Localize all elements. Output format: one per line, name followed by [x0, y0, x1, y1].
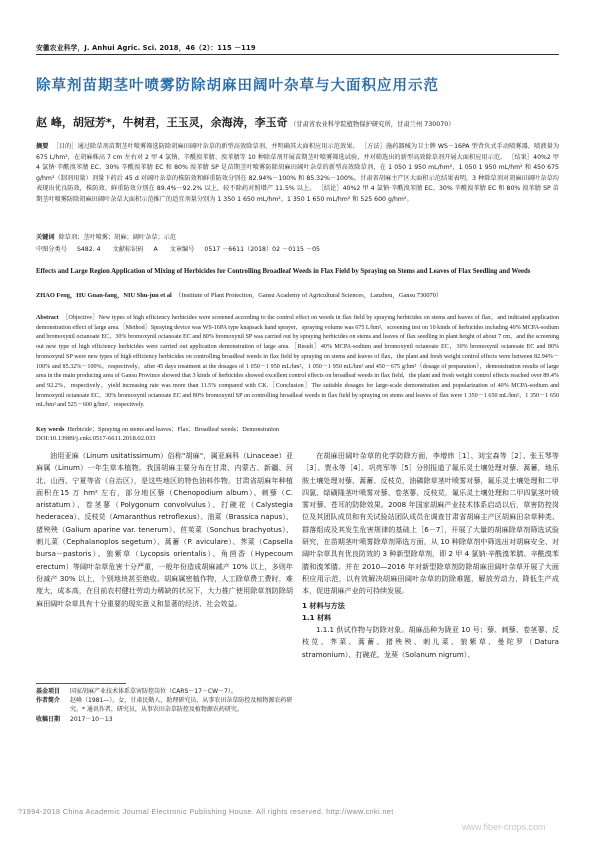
doc-value: A	[153, 246, 158, 253]
abstract-result: 40%2 甲 4 氯钠·辛酰溴苯腈 EC、30% 辛酰溴苯腈 EC 和 80% 溴苯腈 SP 是苗期茎叶喷雾防除胡麻田阔叶杂草的新型高效除草剂，在 1 050 1 950 mL/hm²、1 050 1 950 mL/hm² 和 450 675 g/hm²（制剂用量）剂量下药后 45 d 对阔叶杂草的株防效和鲜重防效分别在 82.94%－100% 和 85.32%－100%，甘肃省胡麻主产区大面积示范结果表明，3 种除草剂对胡麻田阔叶杂草均表现出优良防效，株防效、鲜重防效分别在 89.4%－92.2% 以上，较不除药对照增产 11.5% 以上。	[36, 153, 560, 193]
copyright-line: ?1994-2018 China Academic Journal Electronic Publishing House. All rights reserved. http://www.cnki.net	[18, 807, 394, 816]
article-value: 0517 －6611（2018）02 －0115 －05	[204, 246, 320, 253]
watermark: www.fiber-crops.com	[462, 822, 546, 832]
body-column-right	[302, 450, 559, 661]
running-head: 安徽农业科学，J. Anhui Agric. Sci. 2018，46（2）：115 －119	[36, 44, 256, 52]
footnote-funding-label: 基金项目	[36, 688, 61, 695]
section-heading-materials-methods: 1 材料与方法	[302, 600, 345, 610]
subsection-heading-materials: 1.1 材料	[302, 612, 332, 622]
footnote-author-text: 赵峰（1981—），女，甘肃民勤人，助理研究员，从事农田杂草防控及植物源农药研究。* 通讯作者，研究员，从事农田杂草防控及植物源农药研究。	[70, 697, 293, 714]
abstract-method: 施药器械为卫士牌 WS－16PA 型背负式手动喷雾器，喷液量为 675 L/hm²，在胡麻株高 7 cm 左右对 2 甲 4 氯钠、辛酰溴苯腈、溴苯腈等 10 种除草剂开展苗期茎叶喷雾筛选试验，并对筛选出的新型高效除草剂开展大面积应用示范。	[36, 143, 560, 161]
method-tag: ［方法］	[360, 143, 386, 150]
footnote-author	[36, 696, 293, 714]
authors-english	[36, 291, 559, 301]
footnote-funding-text: 国家胡麻产业技术体系草害防控岗位（CARS－17－CW－7）。	[70, 688, 237, 695]
title-english: Effects and Large Region Application of Mixing of Herbicides for Controlling Broadleaf Weeds in Flax Field by Spraying on Stems and Leaves of Flax Seedling and Weeds	[36, 268, 531, 275]
body-column-left	[36, 450, 293, 610]
materials-paragraph: 1.1.1 供试作物与防除对象。胡麻品种为陇亚 10 号；藜、刺藜、卷茎蓼、反枝苋、荠菜、蒿蓄、猪殃殃、刺儿菜、狼紫草、曼陀罗（Datura stramonium）、打碗花、龙葵（Solanum nigrum）、	[302, 625, 559, 659]
abstract-objective: 通过除草剂苗期茎叶喷雾筛选防除胡麻田阔叶杂草的新型高效除草剂，并明确其大面积应用示范效果。	[77, 143, 359, 150]
footnotes	[36, 687, 293, 724]
background-paragraph: 在胡麻田阔叶杂草的化学防除方面，李增炜［1］、刘宝森等［2］、张玉琴等［3］、贾永等［4］、巩亮军等［5］分别报道了氟乐灵土壤处理对藜、蒿蓄，地乐胺土壤处理对藜、蒿蓄、反枝苋，油磷除草茎叶喷雾对藜，氟乐灵土壤处理和二甲四氯、绿磺隆茎叶喷雾对藜、卷茎蓼、反枝苋，氟乐灵土壤处理和二甲四氯茎叶喷雾对藜、苍耳的防除效果。2008 年国家胡麻产业技术体系启动以后，草害防控岗位及其团队成员和有关试验站团队成员在调查甘肃省胡麻主产区胡麻田杂草种类、群落组成及其发生危害规律的基础上［6－7］，开展了大量的胡麻除草剂筛选试验研究，在苗期茎叶喷雾除草剂筛选方面，从 10 种除草剂中筛选出对胡麻安全、对阔叶杂草具有优良防效的 3 种新型除草剂，即 2 甲 4 氯钠·辛酰溴苯腈、辛酰溴苯腈和溴苯腈。并在 2010—2016 年对新型除草剂防除胡麻田阔叶杂草开展了大面积应用示范，以有效解决胡麻田阔叶杂草的防除难题，解放劳动力，降低生产成本，促进胡麻产业的可持续发展。	[302, 451, 559, 596]
affiliation-english: （Institute of Plant Protection，Gansu Academy of Agricultural Sciences，Lanzhou，Gansu 730070）	[175, 292, 443, 299]
header-rule	[36, 54, 559, 55]
author-names-english: ZHAO Feng，HU Guan-fang，NIU Shu-jun et al	[36, 292, 172, 299]
affiliation-chinese: （甘肃省农业科学院植物保护研究所，甘肃兰州 730070）	[290, 121, 455, 128]
keywords-english-text: Herbicide；Spraying on stems and leaves；Flax；Broadleaf weeds；Demonstration	[67, 426, 279, 433]
classification-meta	[36, 244, 559, 253]
title-chinese: 除草剂苗期茎叶喷雾防除胡麻田阔叶杂草与大面积应用示范	[36, 78, 439, 94]
footnote-received	[36, 715, 293, 724]
objective-tag: ［目的］	[52, 143, 78, 150]
keywords-english-label: Key words	[36, 426, 65, 433]
authors-chinese: 赵 峰，胡冠芳*，牛树君，王玉灵，余海涛，李玉奇	[36, 116, 288, 129]
keywords-text: 除草剂；茎叶喷雾；胡麻；阔叶杂草；示范	[58, 234, 177, 241]
keywords-chinese	[36, 232, 559, 241]
doi: DOI:10.13989/j.cnki.0517-6611.2018.02.033	[36, 435, 156, 442]
doc-label: 文献标识码	[112, 246, 144, 253]
abstract-english-label: Abstract	[36, 315, 59, 321]
keywords-label: 关键词	[36, 234, 55, 241]
footnote-funding	[36, 687, 293, 696]
intro-paragraph: 油用亚麻（Linum usitatissimum）俗称"胡麻"，属亚麻科（Linaceae）亚麻属（Linum）一年生草本植物。我国胡麻主要分布在甘肃、内蒙古、新疆、河北、山西、宁夏等省（自治区），是这些地区的特色油料作物。甘肃省胡麻年种植面积在15 万 hm² 左右，部分地区藜（Chenopodium album）、刺藜（C. aristatum）、卷茎蓼（Polygonum convolvulus）、打碗花（Calystegia hederacea）、反枝苋（Amaranthus retroflexus）、油菜（Brassica napus）、猪殃殃（Galium aparine var. tenerum）、苣荬菜（Sonchus brachyotus）、刺儿菜（Cephalanoplos segetum）、蒿蓄（P. aviculare）、荠菜（Capsella bursa－pastoris）、狼紫草（Lycopsis orientalis）、角茴香（Hypecoum erectum）等阔叶杂草危害十分严重，一般年份造成胡麻减产 10% 以上，多则年份减产 30% 以上，个别地块甚至绝收。胡麻属密植作物，人工除草费工费时，难度大，成本高，在目前农村健壮劳动力稀缺的状况下，大力推广使用除草剂防除胡麻田阔叶杂草具有十分重要的现实意义和显著的经济、社会效益。	[36, 451, 293, 608]
abstract-label: 摘要	[36, 143, 49, 150]
clc-label: 中图分类号	[36, 246, 67, 253]
clc-value: S482. 4	[76, 246, 101, 253]
abstract-chinese	[36, 142, 559, 206]
footnote-author-label: 作者简介	[36, 697, 61, 705]
result-tag: ［结果］	[508, 153, 534, 161]
footnote-received-label: 收稿日期	[36, 715, 61, 723]
abstract-english	[36, 314, 559, 411]
footnote-rule	[36, 683, 126, 684]
abstract-english-text: ［Objective］New types of high efficiency herbicides were screened according to the control effect on weeds in flax field by spraying herbicides on stems and leaves of flax，and indicated application demonstration effect of large area.［Method］Spraying device was WS-16PA type knapsack hand sprayer，spraying volume was 675 L/hm²，screening test on 10 kinds of herbicides including 40% MCPA-sodium and bromoxynil octanoate EC，30% bromoxynil octanoate EC and 80% bromoxynil SP was carried out by spraying herbicides on stems and leaves of flax seedling in plant height of about 7 cm，and the screening out new type of high efficiency herbicides were carried out application demonstration of large area.［Result］40% MCPA-sodium and bromoxynil octanoate EC，30% bromoxynil octanoate EC and 80% bromoxynil SP were new types of high efficiency herbicides on controlling broadleaf weeds in flax field by spraying on stems and leaves of flax，the plant and fresh weight control effects were between 82.94%－100% and 85.32%－100%，respectively，after 45 days treatment at the dosages of 1 050－1 950 mL/hm²，1 050－1 950 mL/hm² and 450－675 g/hm²（dosage of preparation），demonstration results of large area in the main producing area of Gansu Province showed that 3 kinds of herbicides showed excellent control effects on broadleaf weeds in flax field，the plant and fresh weight control effects reached over 89.4% and 92.2%，respectively，yield increasing rate was more than 11.5% compared with CK.［Conclusion］The suitable dosages for large-scale demonstration and popularization of 40% MCPA-sodium and bromoxynil octanoate EC，30% bromoxynil octanoate EC and 80% bromoxynil SP on controlling broadleaf weeds in flax field by spraying on stems and leaves of flax were 1 350－1 650 mL/hm²，1 350－1 650 mL/hm² and 525－600 g/hm²，respectively.	[36, 315, 559, 409]
footnote-received-text: 2017－10－13	[70, 715, 113, 723]
article-label: 文章编号	[169, 246, 195, 253]
abstract-conclusion: 40%2 甲 4 氯钠·辛酰溴苯腈 EC、30% 辛酰溴苯腈 EC 和 80% 溴苯腈 SP 苗期茎叶喷雾防除胡麻田阔叶杂草大面积示范推广的适宜剂量分别为 1 350 1 650 mL/hm²、1 350 1 650 mL/hm² 和 525 600 g/hm²。	[36, 185, 559, 203]
conclusion-tag: ［结论］	[317, 185, 343, 193]
keywords-english	[36, 424, 559, 433]
